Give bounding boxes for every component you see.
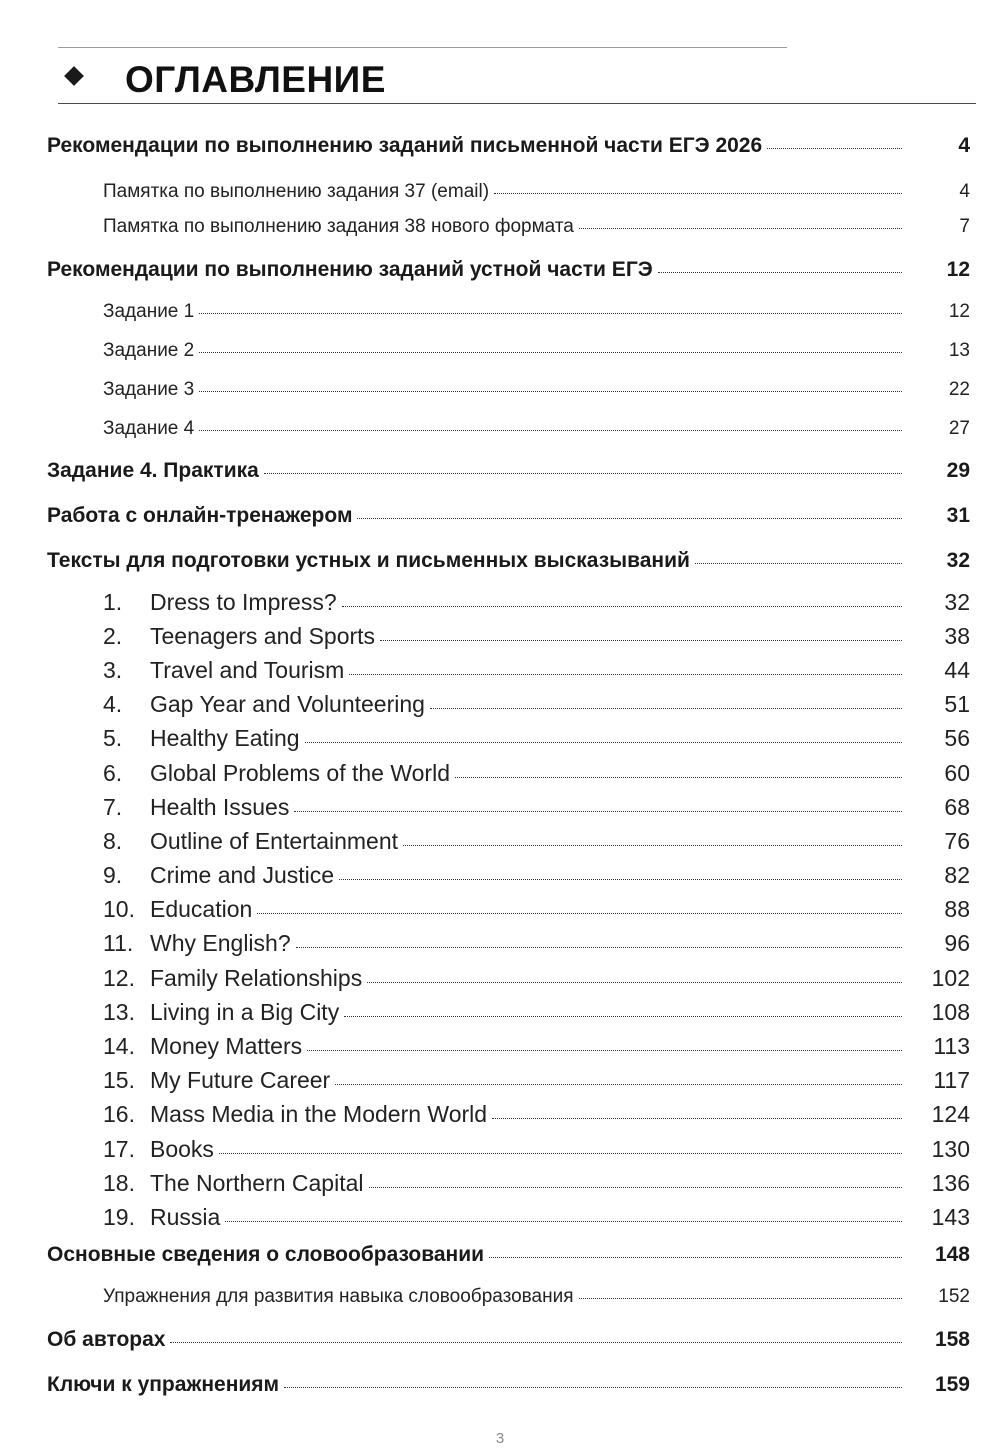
toc-entry-number: 5. [103, 725, 123, 751]
toc-subsection[interactable] [0, 301, 1000, 323]
dot-leader [767, 148, 902, 149]
toc-entry-title: Outline of Entertainment [150, 828, 399, 854]
toc-entry-title: Задание 2 [103, 340, 195, 361]
toc-topic-entry[interactable] [0, 1170, 1000, 1197]
toc-entry-number: 9. [103, 862, 123, 888]
toc-topic-entry[interactable] [0, 930, 1000, 957]
toc-entry-title: Об авторах [47, 1328, 166, 1351]
toc-page-number: 76 [944, 828, 970, 854]
toc-entry-title: Russia [150, 1204, 221, 1230]
toc-subsection[interactable] [0, 340, 1000, 362]
toc-entry-number: 7. [103, 794, 123, 820]
toc-entry-title: Упражнения для развития навыка словообразования [103, 1286, 574, 1307]
toc-entry-title: Памятка по выполнению задания 38 нового формата [103, 216, 574, 237]
toc-topic-entry[interactable] [0, 965, 1000, 992]
toc-section[interactable] [0, 1373, 1000, 1397]
toc-page-number: 60 [944, 760, 970, 786]
toc-entry-title: Рекомендации по выполнению заданий письменной части ЕГЭ 2026 [47, 134, 763, 157]
toc-entry-number: 13. [103, 999, 135, 1025]
toc-topic-entry[interactable] [0, 828, 1000, 855]
toc-entry-title: Teenagers and Sports [150, 623, 376, 649]
toc-page-number: 152 [938, 1286, 970, 1307]
toc-page-number: 68 [944, 794, 970, 820]
toc-page-number: 159 [934, 1373, 970, 1396]
toc-entry-title: Travel and Tourism [150, 657, 345, 683]
toc-section[interactable] [0, 504, 1000, 528]
toc-subsection[interactable] [0, 418, 1000, 440]
toc-topic-entry[interactable] [0, 896, 1000, 923]
dot-leader [199, 352, 902, 353]
toc-entry-title: Family Relationships [150, 965, 363, 991]
dot-leader [494, 193, 902, 194]
dot-leader [430, 708, 902, 709]
dot-leader [357, 518, 902, 519]
toc-page-number: 32 [944, 589, 970, 615]
dot-leader [294, 811, 902, 812]
dot-leader [369, 1187, 903, 1188]
toc-entry-title: Living in a Big City [150, 999, 340, 1025]
dot-leader [380, 640, 902, 641]
toc-topic-entry[interactable] [0, 623, 1000, 650]
toc-page-number: 32 [946, 549, 970, 572]
dot-leader [335, 1084, 902, 1085]
toc-entry-number: 16. [103, 1101, 135, 1127]
toc-topic-entry[interactable] [0, 1067, 1000, 1094]
toc-entry-number: 19. [103, 1204, 135, 1230]
toc-entry-title: Books [150, 1136, 214, 1162]
dot-leader [579, 228, 902, 229]
toc-page-number: 12 [948, 301, 970, 322]
dot-leader [219, 1153, 902, 1154]
toc-entry-number: 15. [103, 1067, 135, 1093]
toc-entry-title: My Future Career [150, 1067, 331, 1093]
toc-entry-number: 8. [103, 828, 123, 854]
toc-page-number: 29 [946, 459, 970, 482]
dot-leader [339, 879, 902, 880]
toc-page-number: 143 [931, 1204, 970, 1230]
toc-page-number: 13 [948, 340, 970, 361]
toc-page-number: 56 [944, 725, 970, 751]
dot-leader [342, 606, 902, 607]
toc-entry-title: Работа с онлайн-тренажером [47, 504, 353, 527]
toc-entry-number: 11. [103, 930, 134, 956]
toc-entry-title: Задание 1 [103, 301, 195, 322]
dot-leader [199, 313, 902, 314]
toc-section[interactable] [0, 459, 1000, 483]
dot-leader [225, 1221, 902, 1222]
dot-leader [349, 674, 902, 675]
toc-topic-entry[interactable] [0, 862, 1000, 889]
toc-page-number: 102 [931, 965, 970, 991]
toc-entry-title: The Northern Capital [150, 1170, 364, 1196]
toc-entry-number: 10. [103, 896, 135, 922]
dot-leader [489, 1257, 902, 1258]
toc-entry-number: 12. [103, 965, 135, 991]
toc-entry-number: 14. [103, 1033, 135, 1059]
page-title: ОГЛАВЛЕНИЕ [125, 59, 386, 100]
toc-entry-number: 1. [103, 589, 123, 615]
toc-page-number: 148 [934, 1243, 970, 1266]
toc-section[interactable] [0, 1328, 1000, 1352]
toc-subsection[interactable] [0, 1286, 1000, 1308]
toc-page-number: 96 [944, 930, 970, 956]
dot-leader [305, 742, 902, 743]
toc-page-number: 4 [959, 181, 970, 202]
toc-topic-entry[interactable] [0, 1033, 1000, 1060]
toc-entry-title: Основные сведения о словообразовании [47, 1243, 485, 1266]
toc-entry-title: Health Issues [150, 794, 290, 820]
toc-topic-entry[interactable] [0, 657, 1000, 684]
dot-leader [492, 1118, 902, 1119]
toc-page-number: 108 [931, 999, 970, 1025]
toc-topic-entry[interactable] [0, 999, 1000, 1026]
toc-entry-title: Gap Year and Volunteering [150, 691, 425, 717]
toc-subsection[interactable] [0, 181, 1000, 203]
toc-entry-title: Задание 4. Практика [47, 459, 259, 482]
toc-page-number: 88 [944, 896, 970, 922]
toc-entry-title: Money Matters [150, 1033, 303, 1059]
dot-leader [296, 947, 902, 948]
toc-section[interactable] [0, 1243, 1000, 1267]
toc-entry-title: Рекомендации по выполнению заданий устной части ЕГЭ [47, 258, 653, 281]
toc-topic-entry[interactable] [0, 1101, 1000, 1128]
toc-section[interactable] [0, 134, 1000, 158]
toc-page-number: 82 [944, 862, 970, 888]
toc-entry-title: Crime and Justice [150, 862, 335, 888]
toc-entry-title: Тексты для подготовки устных и письменных высказываний [47, 549, 690, 572]
toc-entry-number: 18. [103, 1170, 135, 1196]
toc-section[interactable] [0, 258, 1000, 282]
dot-leader [455, 777, 902, 778]
toc-entry-number: 4. [103, 691, 123, 717]
toc-page-number: 117 [933, 1067, 970, 1093]
page-number: 3 [495, 1430, 505, 1447]
toc-page-number: 12 [946, 258, 970, 281]
dot-leader [658, 272, 902, 273]
toc-page-number: 7 [959, 216, 970, 237]
toc-entry-number: 17. [103, 1136, 135, 1162]
toc-page-number: 130 [931, 1136, 970, 1162]
dot-leader [170, 1342, 902, 1343]
toc-page-number: 44 [944, 657, 970, 683]
toc-entry-number: 3. [103, 657, 123, 683]
toc-page-number: 51 [944, 691, 970, 717]
toc-page-number: 31 [946, 504, 970, 527]
toc-entry-title: Why English? [150, 930, 291, 956]
toc-section[interactable] [0, 549, 1000, 573]
toc-entry-title: Education [150, 896, 253, 922]
toc-entry-title: Global Problems of the World [150, 760, 450, 786]
toc-entry-title: Задание 3 [103, 379, 195, 400]
dot-leader [403, 845, 902, 846]
dot-leader [199, 391, 902, 392]
toc-page-number: 158 [934, 1328, 970, 1351]
toc-topic-entry[interactable] [0, 1136, 1000, 1163]
toc-topic-entry[interactable] [0, 589, 1000, 616]
dot-leader [257, 913, 902, 914]
toc-page-number: 124 [931, 1101, 970, 1127]
dot-leader [344, 1016, 902, 1017]
dot-leader [264, 473, 902, 474]
toc-subsection[interactable] [0, 379, 1000, 401]
toc-entry-title: Healthy Eating [150, 725, 300, 751]
toc-page-number: 4 [958, 134, 970, 157]
dot-leader [199, 430, 902, 431]
toc-entry-title: Ключи к упражнениям [47, 1373, 280, 1396]
toc-entry-title: Dress to Impress? [150, 589, 337, 615]
dot-leader [579, 1298, 902, 1299]
dot-leader [367, 982, 902, 983]
toc-topic-entry[interactable] [0, 1204, 1000, 1231]
toc-page-number: 136 [931, 1170, 970, 1196]
toc-topic-entry[interactable] [0, 760, 1000, 787]
toc-topic-entry[interactable] [0, 725, 1000, 752]
dot-leader [284, 1387, 902, 1388]
toc-entry-number: 2. [103, 623, 123, 649]
toc-page-number: 113 [933, 1033, 970, 1059]
toc-topic-entry[interactable] [0, 691, 1000, 718]
toc-subsection[interactable] [0, 216, 1000, 238]
toc-entry-title: Задание 4 [103, 418, 195, 439]
toc-entry-title: Mass Media in the Modern World [150, 1101, 488, 1127]
toc-page-number: 27 [948, 418, 970, 439]
toc-page-number: 22 [948, 379, 970, 400]
toc-entry-number: 6. [103, 760, 123, 786]
toc-topic-entry[interactable] [0, 794, 1000, 821]
toc-entry-title: Памятка по выполнению задания 37 (email) [103, 181, 490, 202]
toc-page-number: 38 [944, 623, 970, 649]
dot-leader [307, 1050, 902, 1051]
dot-leader [695, 563, 902, 564]
